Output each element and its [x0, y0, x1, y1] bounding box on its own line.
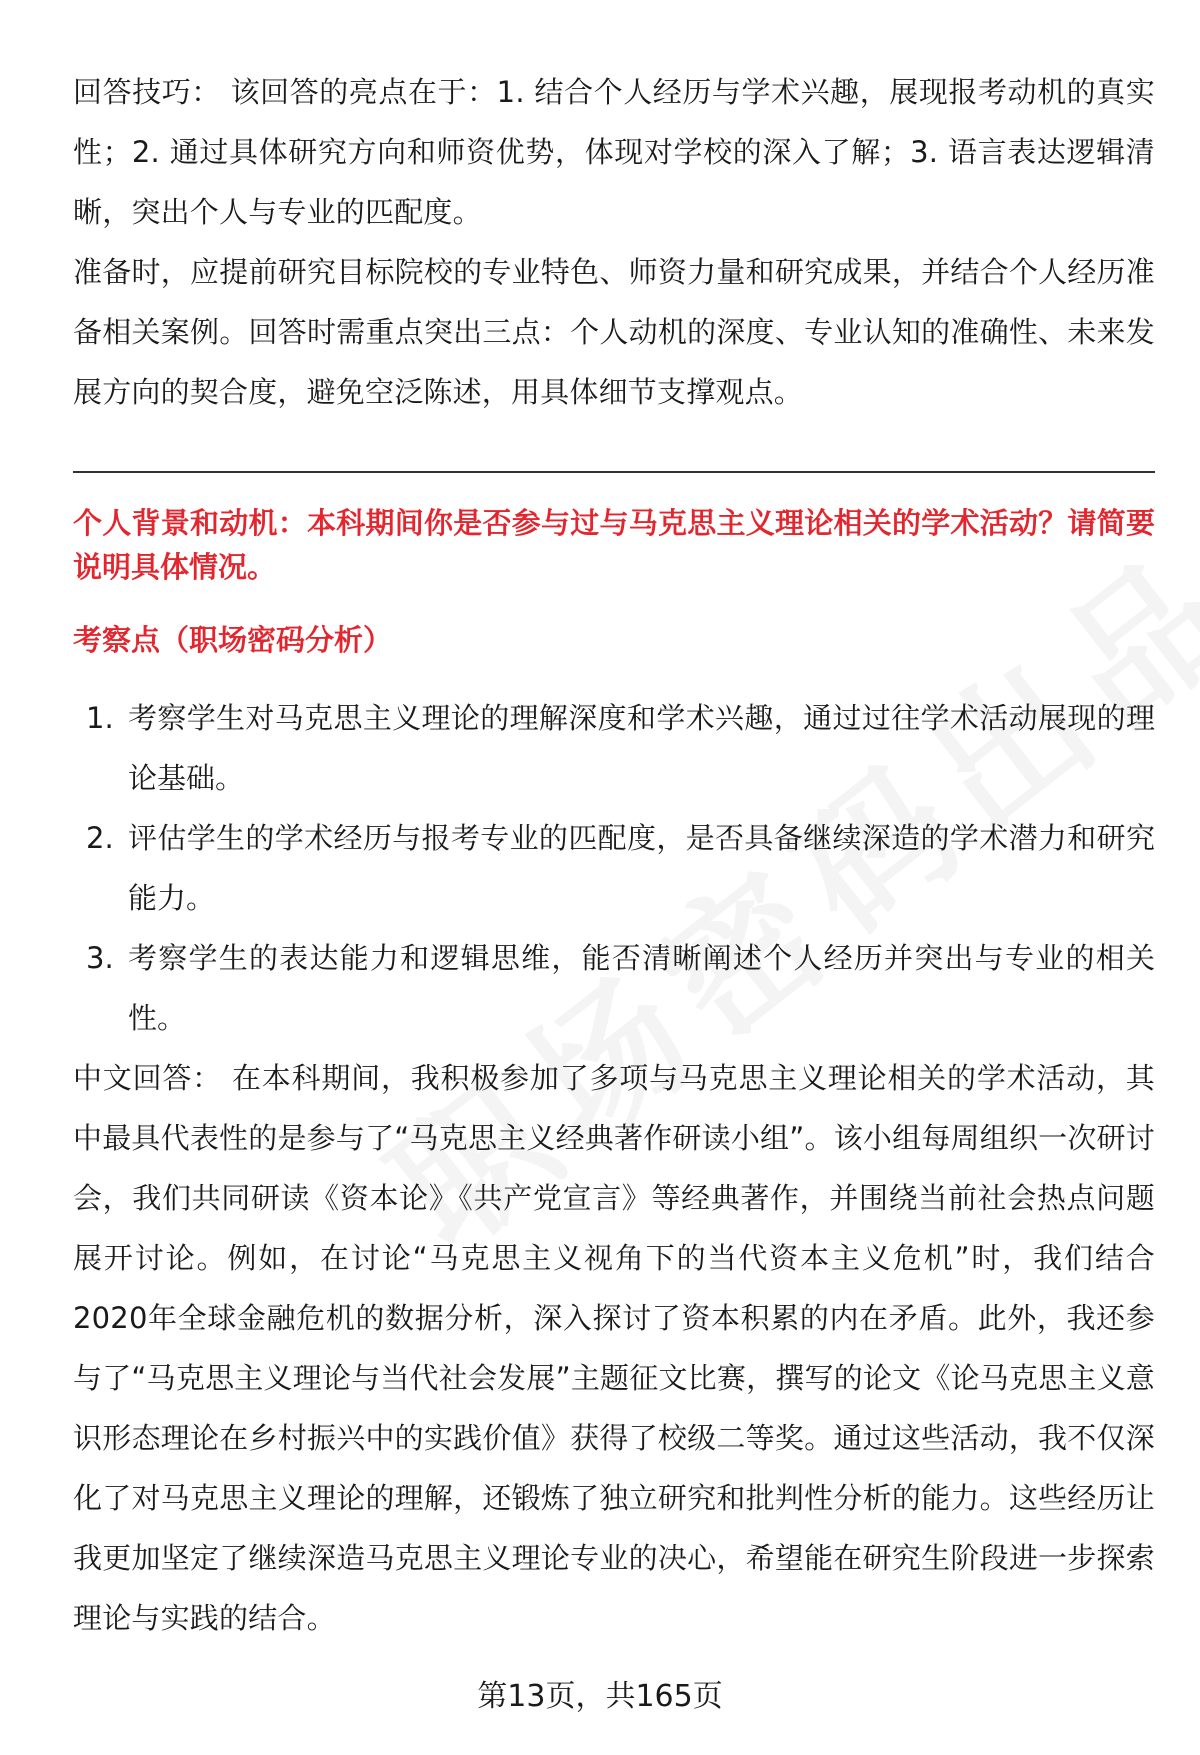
- list-item: [73, 688, 1155, 808]
- list-item-text: 考察学生对马克思主义理论的理解深度和学术兴趣，通过过往学术活动展现的理论基础。: [128, 701, 1155, 795]
- assessment-points-heading: 考察点（职场密码分析）: [73, 623, 393, 657]
- interview-question: 个人背景和动机：本科期间你是否参与过与马克思主义理论相关的学术活动？请简要说明具体情况。: [73, 506, 1155, 584]
- preparation-paragraph: 准备时，应提前研究目标院校的专业特色、师资力量和研究成果，并结合个人经历准备相关案例。回答时需重点突出三点：个人动机的深度、专业认知的准确性、未来发展方向的契合度，避免空泛陈述，用具体细节支撑观点。: [73, 255, 1155, 409]
- list-item-number: 2.: [86, 821, 114, 855]
- page-number-footer: 第13页，共165页: [477, 1679, 723, 1714]
- list-item-text: 考察学生的表达能力和逻辑思维，能否清晰阐述个人经历并突出与专业的相关性。: [128, 941, 1155, 1035]
- page-content: [73, 62, 1155, 1648]
- list-item-number: 1.: [86, 701, 114, 735]
- list-item: [73, 808, 1155, 928]
- list-item-text: 评估学生的学术经历与报考专业的匹配度，是否具备继续深造的学术潜力和研究能力。: [128, 821, 1155, 915]
- section-divider: [73, 471, 1155, 473]
- answer-tips-paragraph: 回答技巧： 该回答的亮点在于：1. 结合个人经历与学术兴趣，展现报考动机的真实性；2. 通过具体研究方向和师资优势，体现对学校的深入了解；3. 语言表达逻辑清晰，突出个人与专业的匹配度。: [73, 75, 1155, 229]
- assessment-points-list: [73, 688, 1155, 1048]
- list-item: [73, 928, 1155, 1048]
- list-item-number: 3.: [86, 941, 114, 975]
- chinese-answer-paragraph: 中文回答： 在本科期间，我积极参加了多项与马克思主义理论相关的学术活动，其中最具代表性的是参与了“马克思主义经典著作研读小组”。该小组每周组织一次研讨会，我们共同研读《资本论》《共产党宣言》等经典著作，并围绕当前社会热点问题展开讨论。例如，在讨论“马克思主义视角下的当代资本主义危机”时，我们结合2020年全球金融危机的数据分析，深入探讨了资本积累的内在矛盾。此外，我还参与了“马克思主义理论与当代社会发展”主题征文比赛，撰写的论文《论马克思主义意识形态理论在乡村振兴中的实践价值》获得了校级二等奖。通过这些活动，我不仅深化了对马克思主义理论的理解，还锻炼了独立研究和批判性分析的能力。这些经历让我更加坚定了继续深造马克思主义理论专业的决心，希望能在研究生阶段进一步探索理论与实践的结合。: [73, 1061, 1155, 1635]
